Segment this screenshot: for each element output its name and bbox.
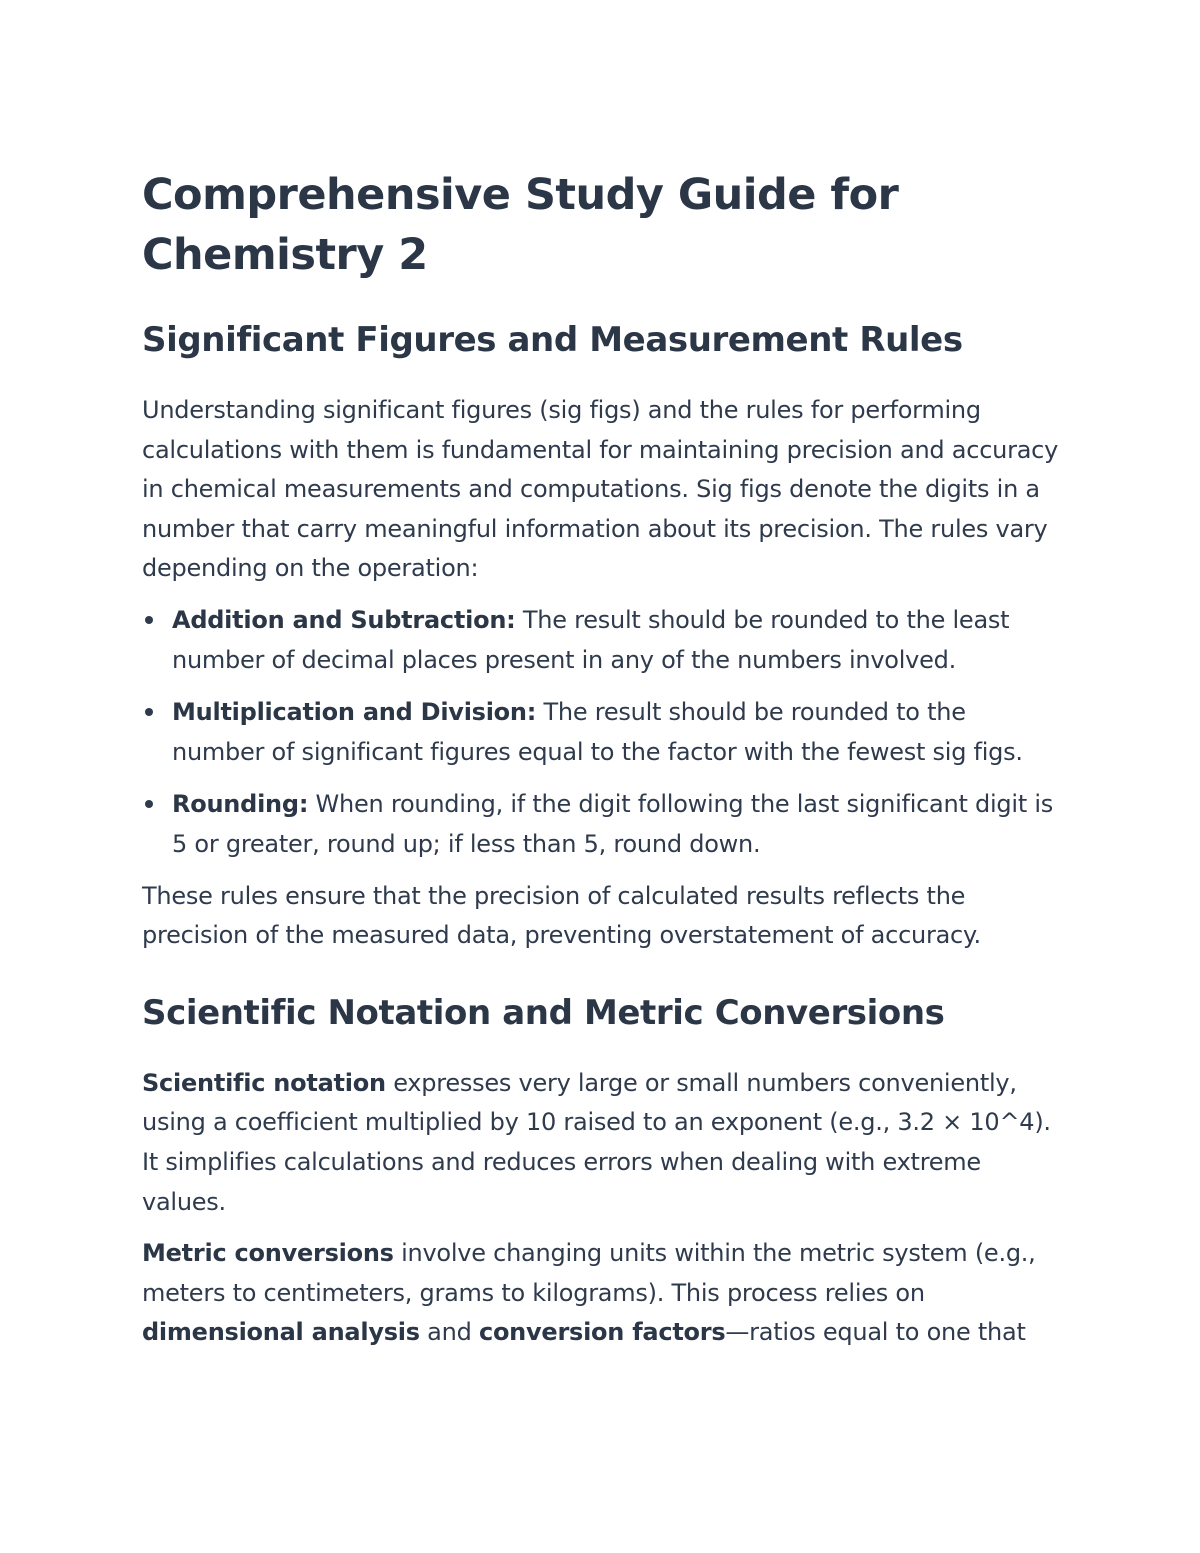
rule-term: Multiplication and Division: (172, 698, 537, 727)
term-metric-conversions: Metric conversions (142, 1239, 394, 1268)
rule-term: Rounding: (172, 790, 309, 819)
page-title: Comprehensive Study Guide for Chemistry 2 (142, 170, 899, 280)
list-item (172, 601, 1062, 680)
bullet-icon (145, 616, 153, 624)
list-item (172, 693, 1062, 772)
document-page (142, 165, 1062, 1353)
sci-notation-text: expresses very large or small numbers conveniently, using a coefficient multiplied by 10 raised to an exponent (e.g., 3.2 × 10^4). It simplifies calculations and reduces errors when dealing with extreme values. (142, 1068, 1051, 1216)
metric-text-1: involve changing units within the metric system (e.g., meters to centimeters, grams to kilograms). This process relies on (142, 1239, 1036, 1307)
metric-text-3: —ratios equal to one that (725, 1318, 1026, 1347)
rule-text: When rounding, if the digit following the last significant digit is 5 or greater, round up; if less than 5, round down. (172, 790, 1054, 858)
term-dimensional-analysis: dimensional analysis (142, 1318, 420, 1347)
metric-text-2: and (419, 1318, 479, 1347)
rule-text: The result should be rounded to the least number of decimal places present in any of the numbers involved. (172, 605, 1010, 674)
sci-notation-paragraph (142, 1064, 1062, 1222)
term-scientific-notation: Scientific notation (142, 1068, 386, 1097)
rule-text: The result should be rounded to the number of significant figures equal to the factor with the fewest sig figs. (172, 698, 1023, 766)
section-heading-sig-figs: Significant Figures and Measurement Rules (142, 320, 963, 360)
sig-figs-intro: Understanding significant figures (sig figs) and the rules for performing calculations with them is fundamental for maintaining precision and accuracy in chemical measurements and computations. Sig figs denote the digits in a number that carry meaningful information about its precision. The rules vary depending on the operation: (142, 396, 1059, 583)
term-conversion-factors: conversion factors (478, 1318, 726, 1347)
bullet-icon (145, 708, 153, 716)
sig-figs-closing: These rules ensure that the precision of calculated results reflects the precision of the measured data, preventing overstatement of accuracy. (142, 881, 981, 950)
section-heading-sci-notation: Scientific Notation and Metric Conversions (142, 992, 945, 1033)
rules-list (142, 601, 1062, 865)
bullet-icon (145, 800, 153, 808)
list-item (172, 785, 1062, 864)
metric-conversions-paragraph (142, 1234, 1062, 1353)
rule-term: Addition and Subtraction: (172, 605, 516, 634)
